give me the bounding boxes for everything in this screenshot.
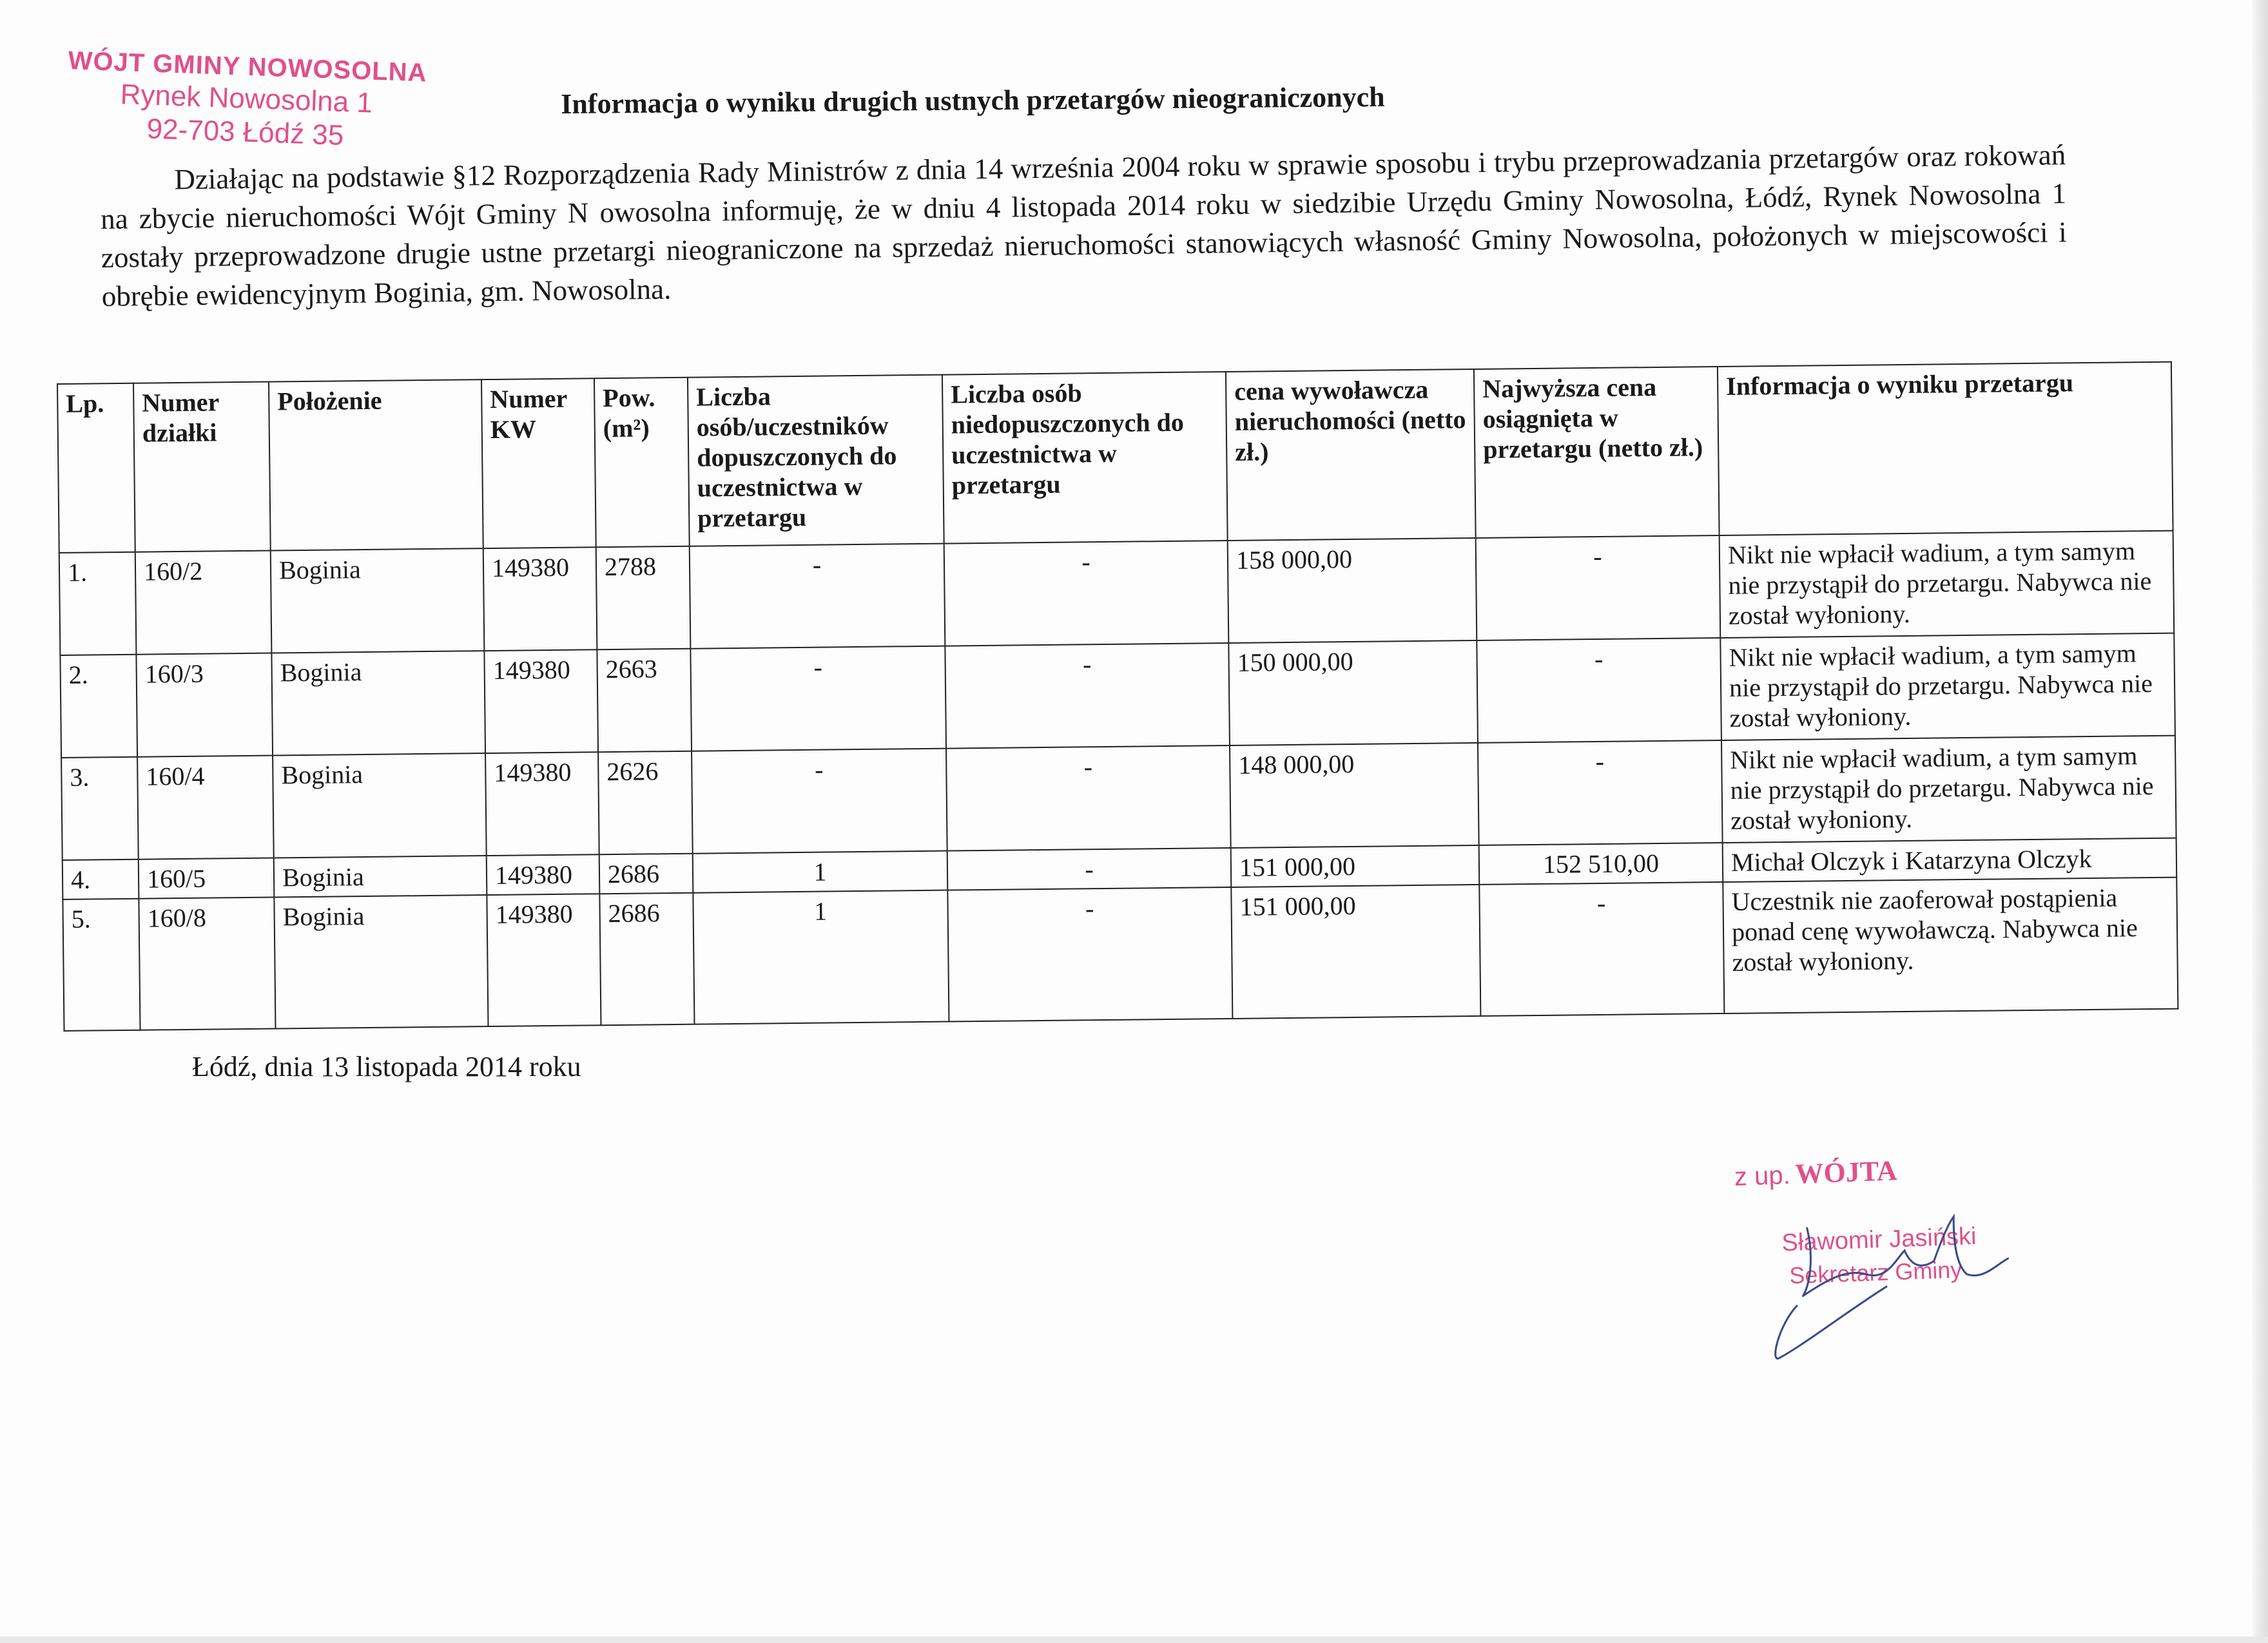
cell-parcel-number: 160/5 xyxy=(139,858,275,899)
cell-location: Boginia xyxy=(271,548,485,653)
cell-highest-price: - xyxy=(1476,535,1721,640)
intro-paragraph: Działając na podstawie §12 Rozporządzenia Rady Ministrów z dnia 14 września 2004 roku w sprawie sposobu i trybu przeprowadzania przetargów oraz rokowań na zbycie nieruchomości Wójt Gminy N owosolna informuję, że w dniu 4 listopada 2014 roku w siedzibie Urzędu Gminy Nowosolna, Łódź, Rynek Nowosolna 1 zostały przeprowadzone drugie ustne przetargi nieograniczone na sprzedaż nieruchomości stanowiących własność Gminy Nowosolna, położonych w miejscowości i obrębie ewidencyjnym Boginia, gm. Nowosolna. xyxy=(100,139,2068,312)
cell-kw-number: 149380 xyxy=(487,894,601,1026)
handwritten-signature-icon xyxy=(1734,1148,2076,1366)
cell-highest-price: - xyxy=(1479,882,1724,1016)
cell-starting-price: 148 000,00 xyxy=(1230,743,1479,848)
cell-parcel-number: 160/3 xyxy=(136,653,273,757)
cell-lp: 1. xyxy=(59,552,137,655)
cell-lp: 2. xyxy=(60,655,137,758)
header-admitted: Liczba osób/uczestników dopuszczonych do uczestnictwa w przetargu xyxy=(688,375,944,546)
cell-admitted: 1 xyxy=(693,851,948,893)
stamp-address: Rynek Nowosolna 1 xyxy=(119,78,373,119)
header-kw-number: Numer KW xyxy=(481,378,596,548)
cell-area: 2626 xyxy=(598,751,693,855)
cell-admitted: 1 xyxy=(693,890,949,1024)
cell-starting-price: 151 000,00 xyxy=(1231,885,1480,1019)
signature-role: WÓJTA xyxy=(1794,1155,1898,1190)
cell-not-admitted: - xyxy=(945,643,1230,749)
cell-result-info: Nikt nie wpłacił wadium, a tym samym nie przystąpił do przetargu. Nabywca nie został wyłoniony. xyxy=(1720,531,2175,638)
header-parcel-number: Numer działki xyxy=(133,382,271,552)
header-starting-price: cena wywoławcza nieruchomości (netto zł.) xyxy=(1226,369,1476,541)
cell-kw-number: 149380 xyxy=(483,547,597,651)
place-and-date: Łódź, dnia 13 listopada 2014 roku xyxy=(192,1051,581,1082)
cell-not-admitted: - xyxy=(944,541,1229,646)
cell-result-info: Michał Olczyk i Katarzyna Olczyk xyxy=(1723,838,2177,882)
cell-highest-price: 152 510,00 xyxy=(1479,843,1723,885)
cell-kw-number: 149380 xyxy=(484,649,598,753)
cell-starting-price: 158 000,00 xyxy=(1228,538,1477,643)
signature-stamp xyxy=(1734,1148,2073,1291)
signatory-function: Sekretarz Gminy xyxy=(1788,1256,1963,1289)
header-result-info: Informacja o wyniku przetargu xyxy=(1718,362,2173,535)
signature-prefix: z up. xyxy=(1734,1160,1791,1191)
scan-edge-shadow xyxy=(2253,0,2268,1643)
stamp-office-name: WÓJT GMINY NOWOSOLNA xyxy=(67,46,428,88)
cell-starting-price: 151 000,00 xyxy=(1231,845,1480,887)
header-highest-price: Najwyższa cena osiągnięta w przetargu (netto zł.) xyxy=(1474,367,1720,538)
cell-parcel-number: 160/4 xyxy=(137,756,274,860)
cell-kw-number: 149380 xyxy=(485,752,599,856)
cell-lp: 5. xyxy=(63,899,140,1031)
scan-bottom-edge xyxy=(0,1637,2268,1643)
cell-starting-price: 150 000,00 xyxy=(1228,640,1478,745)
header-location: Położenie xyxy=(269,380,483,550)
cell-parcel-number: 160/2 xyxy=(135,551,272,655)
cell-not-admitted: - xyxy=(947,887,1232,1022)
header-not-admitted: Liczba osób niedopuszczonych do uczestnictwa w przetargu xyxy=(942,372,1228,544)
cell-result-info: Nikt nie wpłacił wadium, a tym samym nie przystąpił do przetargu. Nabywca nie został wyłoniony. xyxy=(1720,633,2175,740)
signatory-name: Sławomir Jasiński xyxy=(1781,1222,1977,1257)
document-title: Informacja o wyniku drugich ustnych przetargów nieograniczonych xyxy=(561,81,1385,120)
cell-location: Boginia xyxy=(273,753,487,858)
cell-highest-price: - xyxy=(1477,638,1721,743)
cell-result-info: Uczestnik nie zaoferował postąpienia ponad cenę wywoławczą. Nabywca nie został wyłoniony. xyxy=(1723,878,2178,1014)
cell-location: Boginia xyxy=(274,895,488,1028)
cell-area: 2686 xyxy=(599,893,694,1026)
office-stamp xyxy=(64,46,429,155)
cell-area: 2663 xyxy=(597,649,692,753)
cell-not-admitted: - xyxy=(947,848,1232,890)
cell-lp: 3. xyxy=(61,757,139,860)
cell-location: Boginia xyxy=(271,651,485,755)
results-table xyxy=(57,361,2178,1032)
cell-admitted: - xyxy=(690,646,946,751)
header-area: Pow. (m²) xyxy=(594,378,690,548)
cell-location: Boginia xyxy=(274,856,487,897)
cell-parcel-number: 160/8 xyxy=(139,898,275,1030)
cell-admitted: - xyxy=(690,544,945,649)
cell-not-admitted: - xyxy=(946,745,1231,851)
cell-area: 2686 xyxy=(599,854,693,894)
header-lp: Lp. xyxy=(57,383,135,553)
cell-admitted: - xyxy=(692,749,947,854)
cell-result-info: Nikt nie wpłacił wadium, a tym samym nie przystąpił do przetargu. Nabywca nie został wyłoniony. xyxy=(1721,736,2176,843)
stamp-postcode: 92-703 Łódź 35 xyxy=(146,113,345,152)
cell-kw-number: 149380 xyxy=(487,854,600,895)
cell-lp: 4. xyxy=(63,860,139,899)
table-header-row xyxy=(57,362,2173,553)
table-row xyxy=(63,878,2178,1031)
cell-area: 2788 xyxy=(596,546,691,650)
cell-highest-price: - xyxy=(1478,740,1723,845)
results-table-wrapper xyxy=(57,361,2177,1032)
